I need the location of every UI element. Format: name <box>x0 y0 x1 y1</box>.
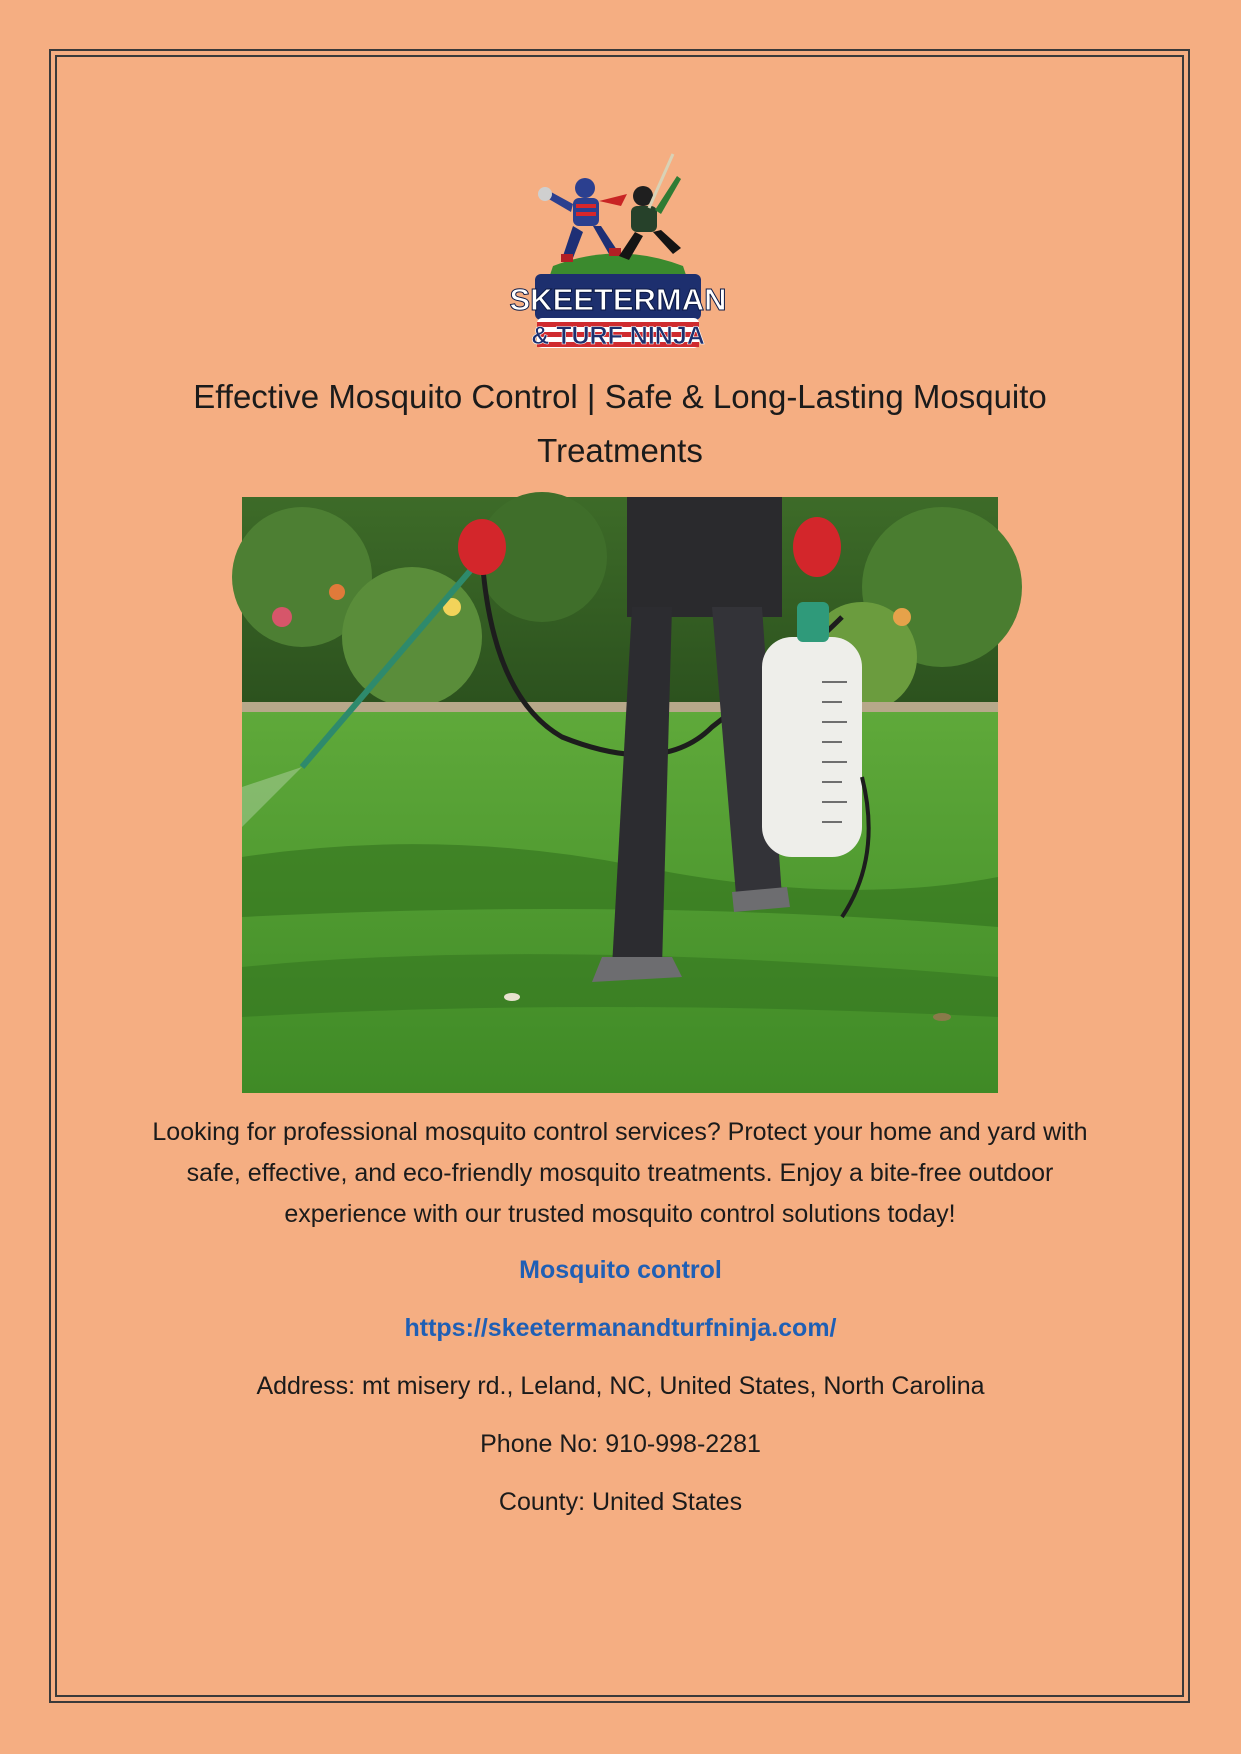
svg-text:SKEETERMAN: SKEETERMAN <box>509 282 727 317</box>
phone-text: Phone No: 910-998-2281 <box>480 1430 761 1458</box>
lawn-spraying-photo <box>242 497 998 1093</box>
address-text: Address: mt misery rd., Leland, NC, United States, North Carolina <box>256 1372 985 1400</box>
page-title: Effective Mosquito Control | Safe & Long-Lasting Mosquito Treatments <box>193 378 1047 469</box>
skeeterman-logo <box>509 146 727 356</box>
description-paragraph: Looking for professional mosquito control services? Protect your home and yard with safe, effective, and eco-friendly mosquito treatments. Enjoy a bite-free outdoor experience with our trusted mosquito control solutions today! <box>152 1118 1088 1228</box>
ninja-icon <box>619 154 681 260</box>
mosquito-control-link[interactable]: Mosquito control <box>519 1256 722 1284</box>
svg-text:& TURF NINJA: & TURF NINJA <box>531 322 705 350</box>
hero-captain-icon <box>538 178 627 262</box>
county-text: County: United States <box>498 1488 743 1516</box>
website-url-link[interactable]: https://skeetermanandturfninja.com/ <box>404 1314 837 1342</box>
